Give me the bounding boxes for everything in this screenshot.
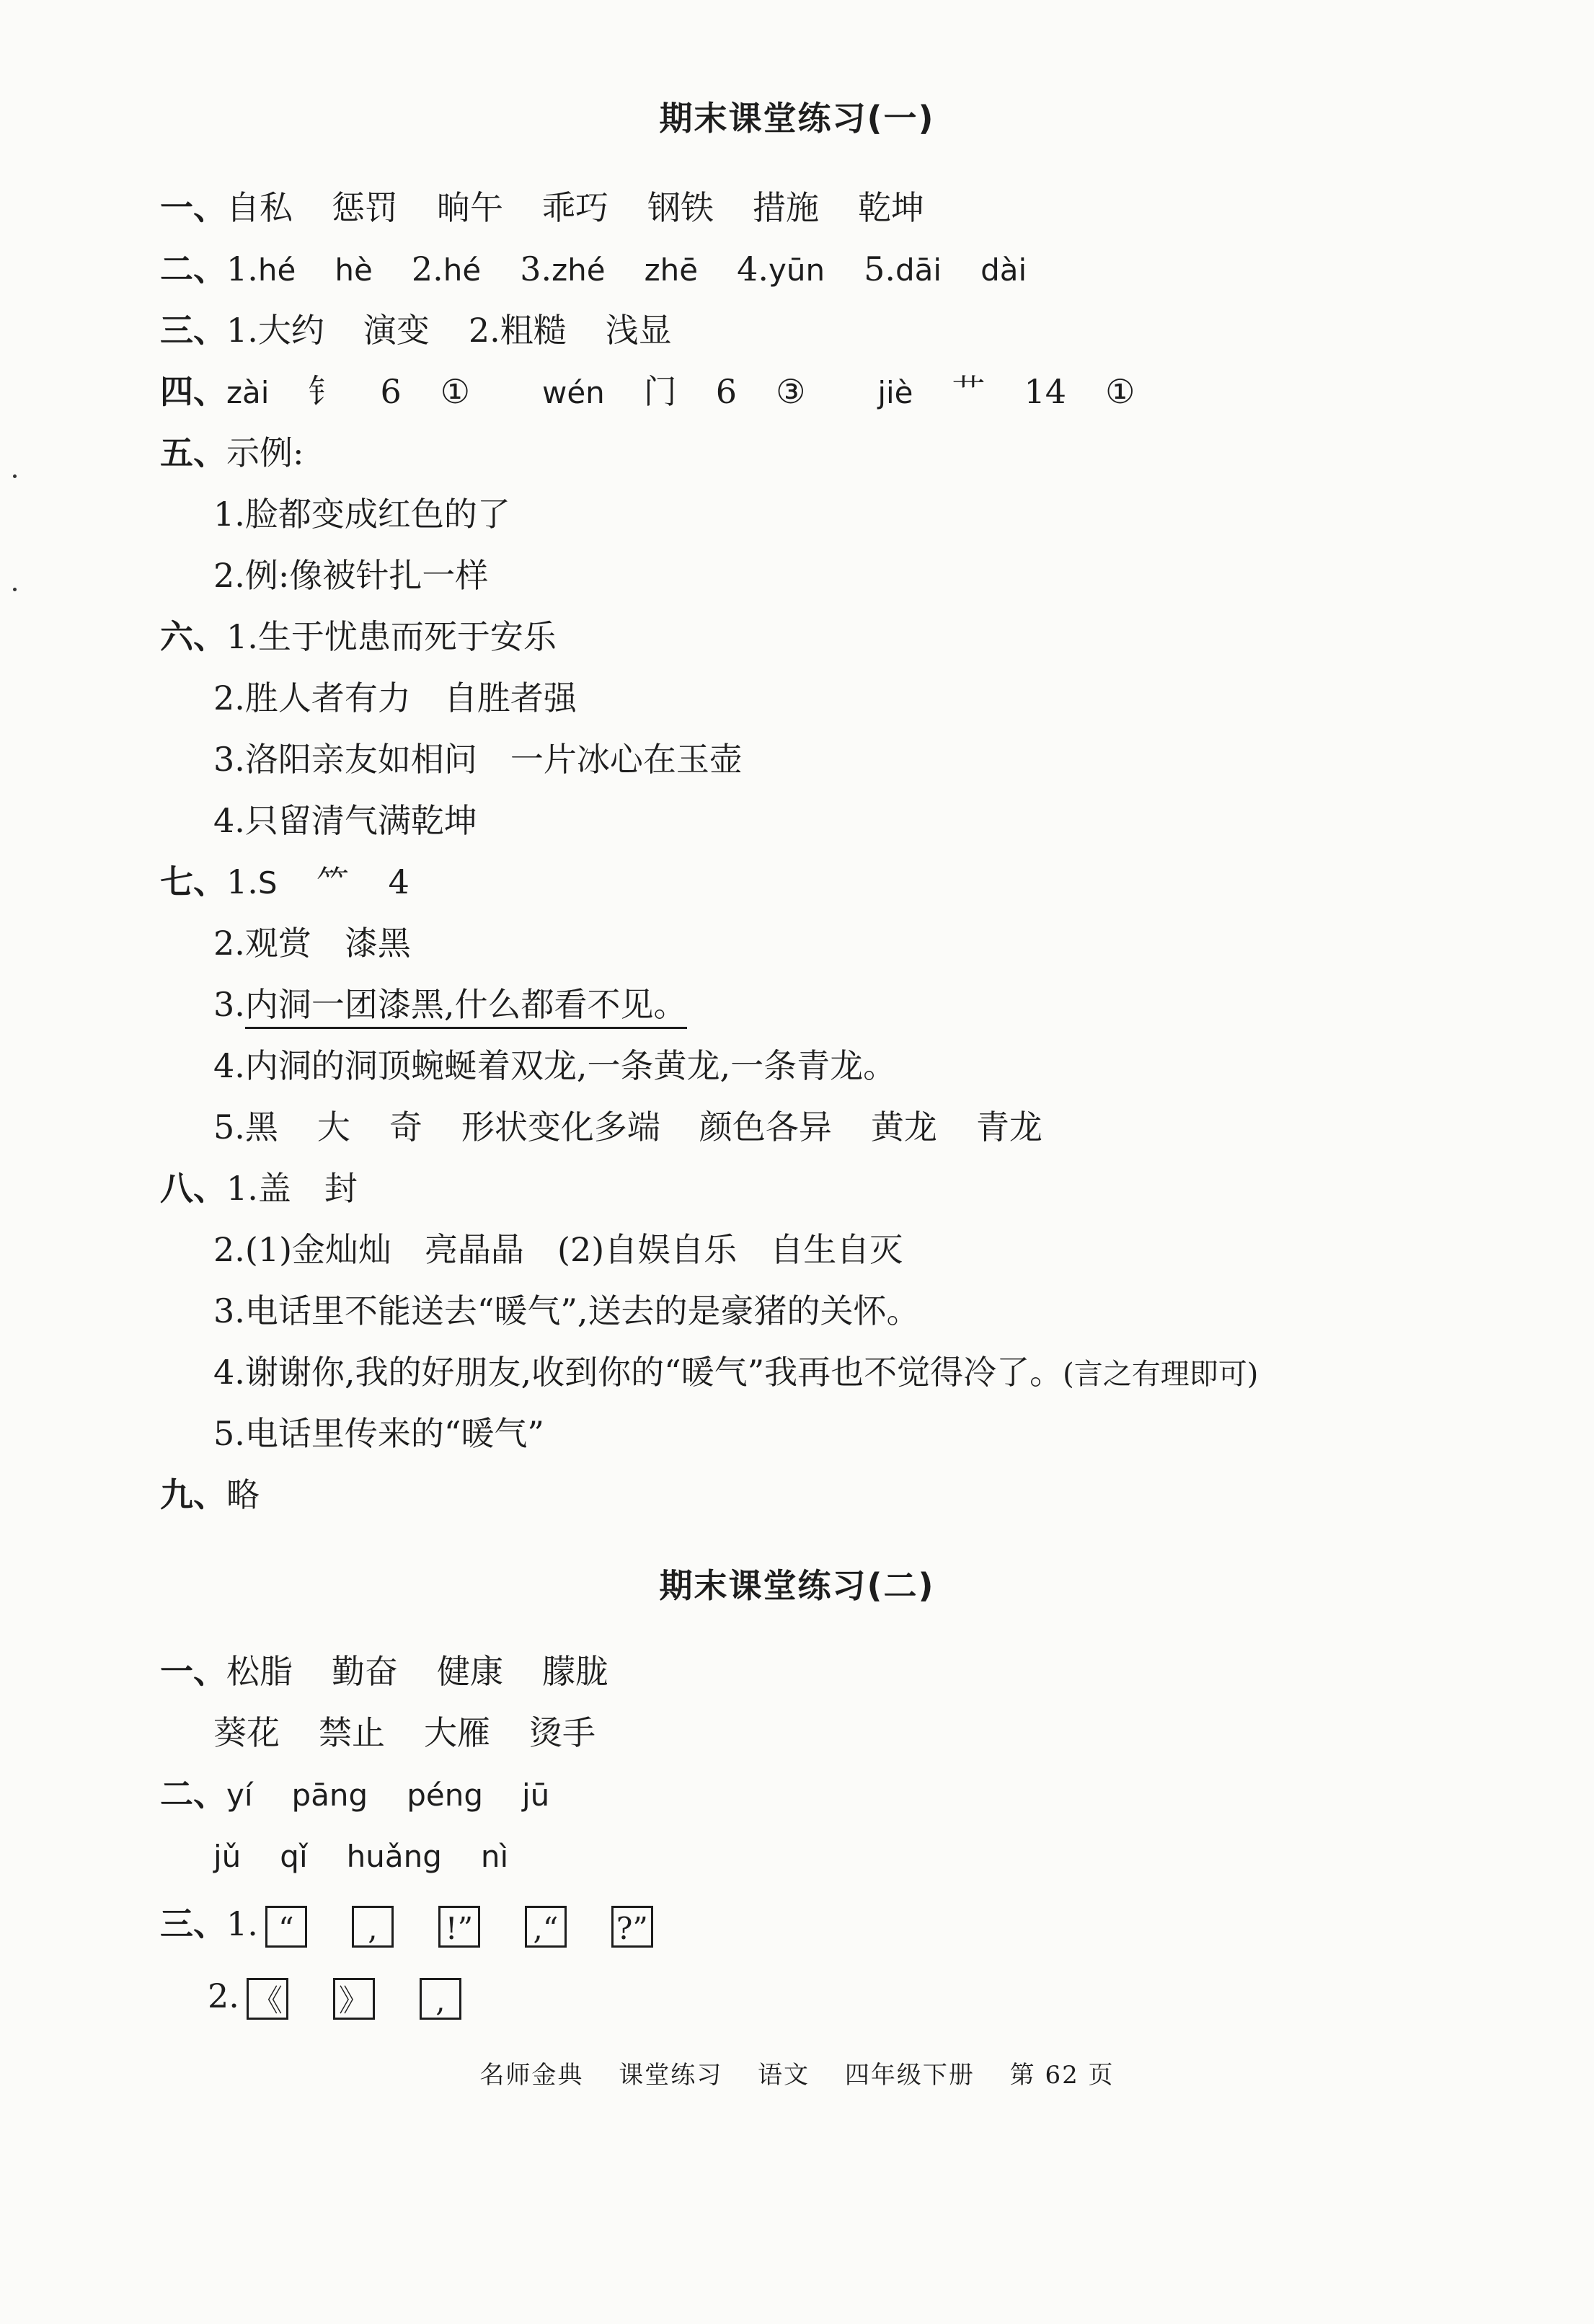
punctuation-box: , (420, 1978, 461, 2020)
pinyin: zhé (552, 252, 606, 288)
footer-subject: 语文 (758, 2061, 810, 2090)
answer-word: 形状变化多端 (461, 1108, 660, 1146)
punctuation-box: ,“ (525, 1906, 567, 1948)
stroke-count: 4 (388, 862, 409, 901)
question-2 (160, 1772, 549, 1816)
answer-word: 黄龙 (870, 1108, 937, 1146)
question-number: 一、 (160, 1652, 226, 1691)
punctuation-box: ?” (611, 1906, 653, 1948)
question-number: 七、 (160, 862, 226, 901)
answer-word: 朦胧 (542, 1652, 608, 1691)
radical: 钅 (308, 372, 342, 411)
question-number: 二、 (160, 249, 226, 288)
section-title: 期末课堂练习(二) (659, 1566, 935, 1605)
pinyin: zhē (644, 252, 699, 288)
question-1 (160, 1650, 608, 1693)
footer-series: 课堂练习 (619, 2061, 723, 2090)
question-7 (160, 860, 409, 903)
answer-line: 3.洛阳亲友如相问 一片冰心在玉壶 (213, 740, 743, 779)
footer-grade: 四年级下册 (844, 2061, 975, 2090)
radical: 艹 (952, 372, 986, 411)
punctuation-box: 》 (333, 1978, 375, 2020)
answer-line: 1.脸都变成红色的了 (213, 495, 510, 534)
question-1 (160, 186, 924, 229)
answer-word: 浅显 (605, 311, 672, 350)
question-number: 六、 (160, 617, 226, 656)
punctuation-box: !” (438, 1906, 480, 1948)
question-number: 九、 (160, 1475, 226, 1514)
question-number: 八、 (160, 1169, 226, 1208)
footer-brand: 名师金典 (479, 2061, 584, 2090)
item-number: 2. (411, 249, 443, 288)
item-number: 1. (226, 249, 258, 288)
radical: 门 (643, 372, 677, 411)
answer-line: 3.电话里不能送去“暖气”,送去的是豪猪的关怀。 (213, 1291, 920, 1330)
punctuation-box: , (352, 1906, 394, 1948)
answer-word: 晌午 (437, 188, 503, 227)
section-title: 期末课堂练习(一) (659, 99, 935, 138)
answer-word: 乖巧 (542, 188, 608, 227)
answer-line: 1.盖 封 (226, 1169, 358, 1208)
example-label: 示例: (226, 433, 304, 472)
answer-word: 演变 (363, 311, 430, 350)
pinyin: qǐ (280, 1839, 308, 1874)
pinyin: yí (226, 1777, 253, 1813)
stroke-count: 6 (380, 372, 402, 411)
pinyin: nì (480, 1839, 509, 1874)
answer-line: 1.生于忧患而死于安乐 (226, 617, 557, 656)
question-number: 三、 (160, 1904, 226, 1943)
answer-line: 2.观赏 漆黑 (213, 924, 411, 963)
item-number: 1. (226, 862, 258, 901)
answer-word: 5.黑 (213, 1108, 278, 1146)
item-number: 2. (208, 1976, 239, 2015)
radical: ⺮ (316, 862, 350, 901)
answer-word: 健康 (437, 1652, 503, 1691)
answer-word: 惩罚 (332, 188, 398, 227)
question-3 (160, 1899, 698, 1949)
question-number: 一、 (160, 188, 226, 227)
answer-word: 奇 (389, 1108, 422, 1146)
question-3 (160, 309, 672, 352)
answer-word: 2.粗糙 (468, 311, 567, 350)
question-5 (160, 431, 304, 474)
page-footer (0, 2055, 1594, 2090)
answer-line: 2.例:像被针扎一样 (213, 556, 489, 595)
answer-word: 松脂 (226, 1652, 293, 1691)
answer-line (213, 1711, 595, 1754)
choice-mark: ③ (776, 372, 806, 411)
page-number: 第 62 页 (1009, 2061, 1115, 2090)
grading-note: (言之有理即可) (1063, 1358, 1259, 1391)
answer-line (213, 1834, 508, 1877)
pinyin: yūn (769, 252, 825, 288)
answer-line: 5.电话里传来的“暖气” (213, 1414, 544, 1453)
answer-word: 颜色各异 (699, 1108, 832, 1146)
answer-line (213, 983, 687, 1026)
pinyin: huǎng (346, 1839, 442, 1874)
question-number: 三、 (160, 311, 226, 350)
answer-line (213, 1105, 1042, 1149)
choice-mark: ① (440, 372, 470, 411)
answer-word: 乾坤 (858, 188, 924, 227)
pinyin: hé (443, 252, 482, 288)
answer-line: 2.(1)金灿灿 亮晶晶 (2)自娱自乐 自生自灭 (213, 1230, 903, 1269)
pinyin: jiè (877, 375, 913, 410)
item-number: 3. (520, 249, 552, 288)
pinyin: jū (522, 1777, 550, 1813)
answer-word: 烫手 (529, 1713, 595, 1752)
pinyin: hè (335, 252, 373, 288)
answer-word: 自私 (226, 188, 293, 227)
choice-mark: ① (1105, 372, 1135, 411)
question-9 (160, 1473, 260, 1516)
answer-sentence: 4.谢谢你,我的好朋友,收到你的“暖气”我再也不觉得冷了。 (213, 1353, 1063, 1392)
item-number: 5. (864, 249, 895, 288)
pinyin: dài (980, 252, 1027, 288)
underlined-sentence: 内洞一团漆黑,什么都看不见。 (245, 985, 687, 1029)
pinyin: hé (257, 252, 296, 288)
pinyin: dāi (895, 252, 942, 288)
item-number: 4. (737, 249, 769, 288)
answer-word: 大雁 (424, 1713, 490, 1752)
question-number: 四、 (160, 372, 226, 411)
question-8 (160, 1167, 358, 1210)
answer-line: 2.胜人者有力 自胜者强 (213, 679, 577, 717)
pinyin: péng (407, 1777, 483, 1813)
question-4 (160, 370, 1135, 413)
question-6 (160, 615, 557, 658)
answer-line: 4.内洞的洞顶蜿蜒着双龙,一条黄龙,一条青龙。 (213, 1046, 897, 1085)
answer-word: 1.大约 (226, 311, 324, 350)
question-number: 二、 (160, 1775, 226, 1813)
answer-line (213, 1351, 1258, 1394)
answer-line (208, 1971, 506, 2021)
answer-word: 钢铁 (647, 188, 714, 227)
pinyin: jǔ (213, 1839, 242, 1874)
answer-line: 4.只留清气满乾坤 (213, 801, 477, 840)
punctuation-box: “ (265, 1906, 307, 1948)
stroke-count: 14 (1024, 372, 1067, 411)
punctuation-box: 《 (247, 1978, 288, 2020)
answer-word: 大 (316, 1108, 350, 1146)
answer-word: 葵花 (213, 1713, 280, 1752)
answer-word: 措施 (753, 188, 819, 227)
stroke-count: 6 (715, 372, 738, 411)
pinyin: zài (226, 375, 270, 410)
question-2 (160, 247, 1027, 291)
pinyin: wén (541, 375, 605, 410)
letter: S (257, 865, 278, 901)
scan-speck (13, 474, 17, 478)
answer-word: 青龙 (975, 1108, 1042, 1146)
answer-word: 禁止 (319, 1713, 385, 1752)
scan-speck (13, 588, 17, 591)
answer-word: 勤奋 (332, 1652, 398, 1691)
item-number: 3. (213, 985, 245, 1024)
answer-word: 略 (226, 1475, 260, 1514)
item-number: 1. (226, 1904, 258, 1943)
question-number: 五、 (160, 433, 226, 472)
pinyin: pāng (291, 1777, 368, 1813)
